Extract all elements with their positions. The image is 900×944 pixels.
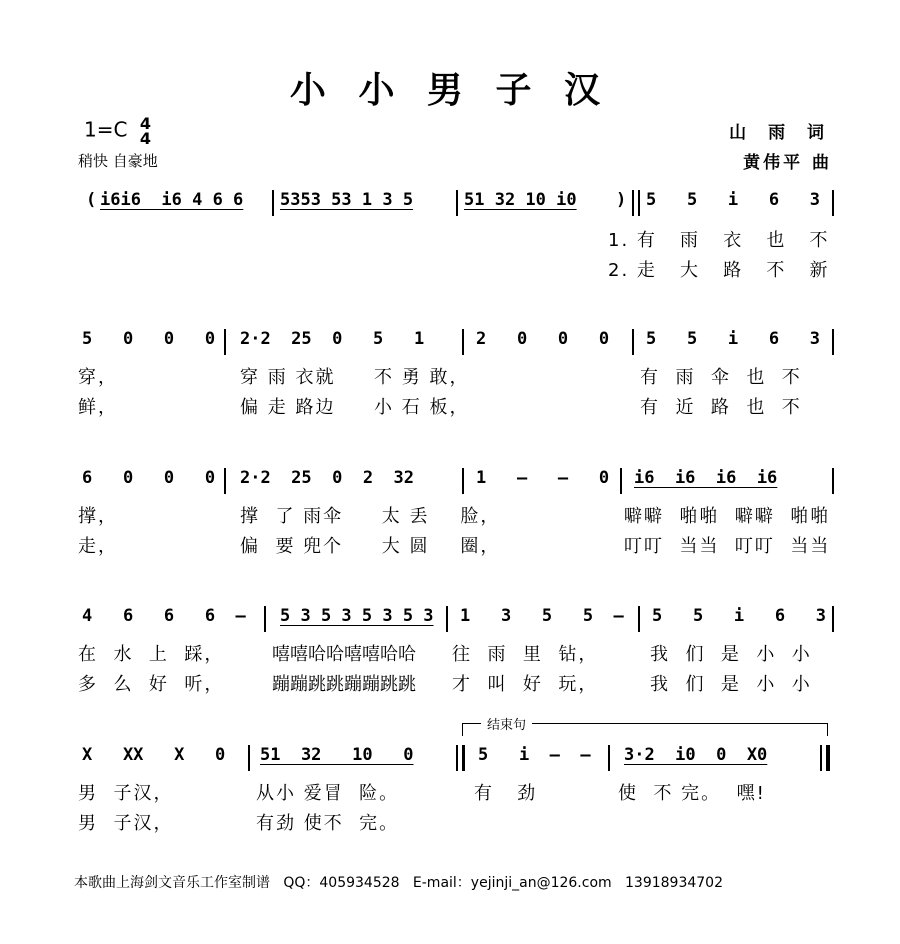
lyric-text: 偏 走 路边 小 石 板，	[240, 397, 470, 418]
time-signature	[140, 116, 151, 146]
measure: X XX X 0	[82, 745, 226, 765]
bar-line	[224, 468, 226, 494]
song-title: 小 小 男 子 汉	[289, 69, 611, 111]
measure: 1 3 5 5 –	[460, 606, 624, 626]
lyric-text: 我 们 是 小 小	[650, 644, 812, 665]
lyricist: 山 雨 词	[729, 123, 832, 143]
measure: 2·2 25 0 5 1	[240, 329, 425, 349]
lyric-text: 2. 走 大 路 不 新	[608, 260, 830, 281]
bar-line	[832, 190, 834, 216]
lyric-text: 穿，	[78, 367, 118, 388]
lyric-text: 穿 雨 衣就 不 勇 敢，	[240, 367, 470, 388]
measure: 5 3 5 3 5 3 5 3	[280, 606, 434, 626]
measure: 4 6 6 6 –	[82, 606, 246, 626]
measure: 2·2 25 0 2 32	[240, 468, 414, 488]
bar-line	[224, 329, 226, 355]
measure: 51 32 10 0	[260, 745, 414, 765]
bar-line	[638, 606, 640, 632]
measure: 3·2 i0 0 X0	[624, 745, 768, 765]
measure: 5353 53 1 3 5	[280, 190, 414, 210]
bar-line	[832, 606, 834, 632]
time-bottom: 4	[139, 129, 151, 148]
key-label: 1=C	[84, 117, 128, 142]
notes-row	[72, 329, 840, 355]
measure: 5 5 i 6 3	[652, 606, 826, 626]
measure: i6 i6 i6 i6	[634, 468, 778, 488]
bar-line	[456, 190, 458, 216]
lyric-text: 叮叮 当当 叮叮 当当	[624, 536, 831, 557]
lyric-text: 走，	[78, 536, 118, 557]
measure: 5 5 i 6 3	[646, 190, 820, 210]
lyric-verse-2	[72, 256, 840, 319]
final-bar	[826, 745, 830, 771]
lyric-text: 嘻嘻哈哈嘻嘻哈哈	[272, 644, 416, 665]
measure: 6 0 0 0	[82, 468, 216, 488]
lyric-text: 鲜，	[78, 397, 118, 418]
tempo-marking: 稍快 自豪地	[78, 152, 158, 170]
lyric-text: 从小 爱冒 险。	[256, 783, 400, 804]
bar-line	[632, 190, 634, 216]
bar-line	[462, 468, 464, 494]
footer-credits: 本歌曲上海剑文音乐工作室制谱 QQ：405934528 E-mail：yejinji_an@126.com 13918934702	[74, 875, 723, 891]
lyric-text: 在 水 上 踩，	[78, 644, 225, 665]
lyric-text: 多 么 好 听，	[78, 674, 225, 695]
measure: i6i6 i6 4 6 6	[100, 190, 244, 210]
bar-line	[456, 745, 458, 771]
lyric-text: 才 叫 好 玩，	[452, 674, 599, 695]
bar-line	[832, 468, 834, 494]
bar-line	[832, 329, 834, 355]
ending-bracket	[462, 718, 828, 736]
bar-line	[820, 745, 822, 771]
bar-line	[462, 329, 464, 355]
bar-line	[638, 190, 640, 216]
notes-row	[72, 606, 840, 632]
bar-line	[446, 606, 448, 632]
key-signature	[84, 116, 151, 146]
close-paren: )	[616, 190, 627, 210]
lyric-text: 有 劲	[474, 783, 538, 804]
measure: 5 i – –	[478, 745, 591, 765]
lyric-text: 有 雨 伞 也 不	[640, 367, 802, 388]
lyric-text: 撑，	[78, 506, 118, 527]
lyric-text: 偏 要 兜个 大 圆 圈，	[240, 536, 501, 557]
lyric-text: 有劲 使不 完。	[256, 813, 400, 834]
lyric-text: 男 子汉，	[78, 783, 174, 804]
bar-line	[620, 468, 622, 494]
bar-line	[264, 606, 266, 632]
lyric-text: 男 子汉，	[78, 813, 174, 834]
measure: 5 0 0 0	[82, 329, 216, 349]
notes-row	[72, 468, 840, 494]
composer: 黄伟平 曲	[743, 153, 832, 173]
lyric-text: 使 不 完。 嘿!	[618, 783, 766, 804]
lyric-text: 1. 有 雨 衣 也 不	[608, 230, 830, 251]
ending-label: 结束句	[481, 714, 532, 733]
bar-line	[248, 745, 250, 771]
open-paren: (	[86, 190, 97, 210]
lyric-text: 往 雨 里 钻，	[452, 644, 599, 665]
measure: 5 5 i 6 3	[646, 329, 820, 349]
lyric-text: 有 近 路 也 不	[640, 397, 802, 418]
measure: 2 0 0 0	[476, 329, 610, 349]
bar-line	[632, 329, 634, 355]
lyric-text: 蹦蹦跳跳蹦蹦跳跳	[272, 674, 416, 695]
measure: 1 – – 0	[476, 468, 610, 488]
lyric-text: 撑 了 雨伞 太 丢 脸，	[240, 506, 501, 527]
bar-line	[272, 190, 274, 216]
repeat-bar	[462, 745, 465, 771]
lyric-text: 噼噼 啪啪 噼噼 啪啪	[624, 506, 831, 527]
bar-line	[608, 745, 610, 771]
time-top: 4	[139, 114, 151, 133]
lyric-text: 我 们 是 小 小	[650, 674, 812, 695]
measure: 51 32 10 i0	[464, 190, 577, 210]
